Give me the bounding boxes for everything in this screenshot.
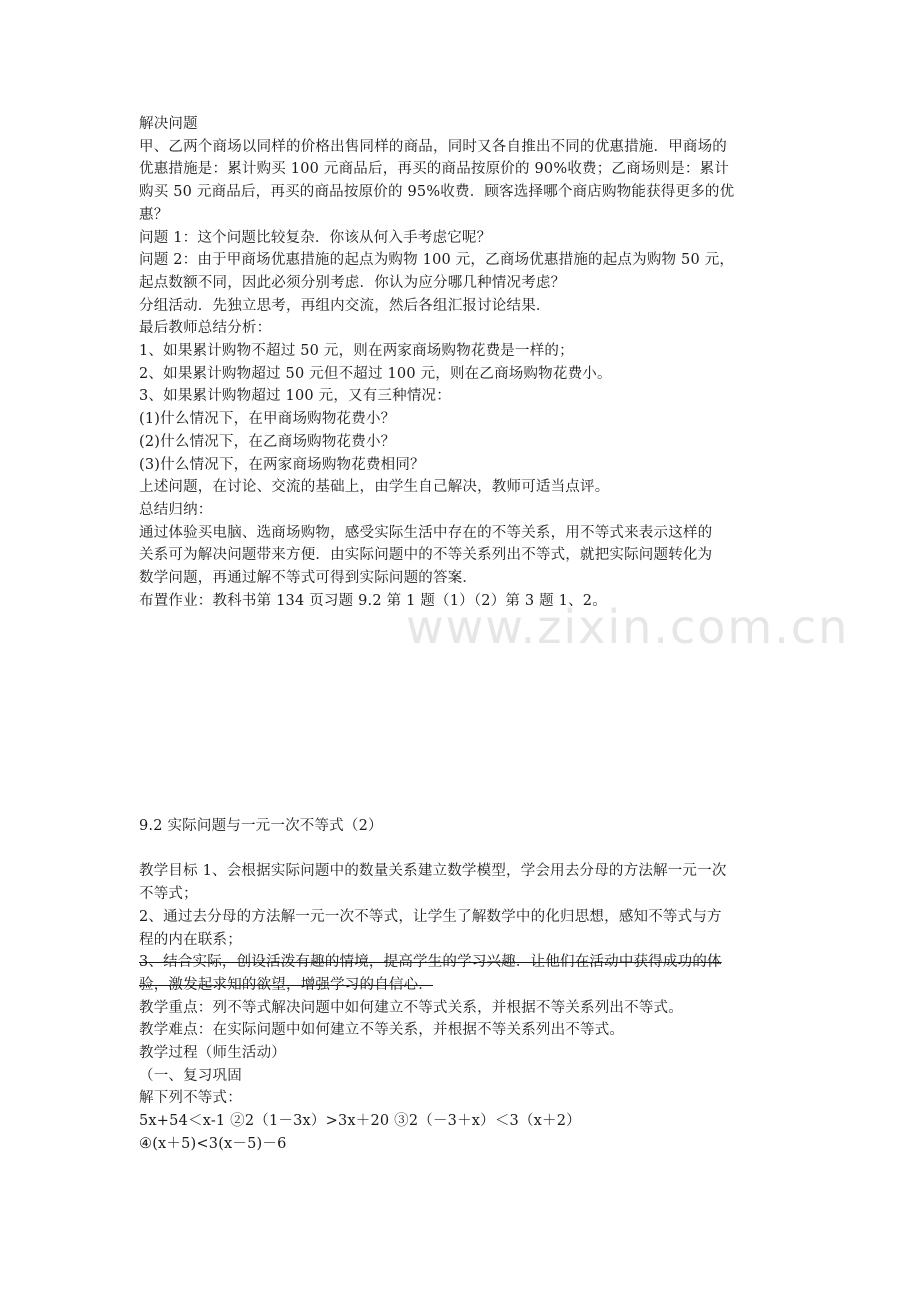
inequalities-line: ④(x＋5)<3(x－5)－6: [139, 1135, 287, 1152]
difficulty: 教学难点：在实际问题中如何建立不等关系，并根据不等关系列出不等式。: [139, 1022, 625, 1039]
section-problem-solving: [139, 113, 784, 612]
case-1: 1、如果累计购物不超过 50 元，则在两家商场购物花费是一样的；: [139, 343, 574, 360]
inequalities-line: 5x+54＜x-1 ②2（1－3x）>3x＋20 ③2（－3＋x）＜3（x＋2）: [139, 1113, 581, 1130]
objective-line: 教学目标 1、会根据实际问题中的数量关系建立数学模型，学会用去分母的方法解一元一次: [139, 863, 727, 880]
review-heading: （一、复习巩固: [139, 1067, 242, 1084]
paragraph-line: 惠？: [139, 206, 169, 223]
process-heading: 教学过程（师生活动）: [139, 1045, 286, 1062]
lesson-title: 9.2 实际问题与一元一次不等式（2）: [139, 818, 383, 834]
paragraph-line: 关系可为解决问题带来方便．由实际问题中的不等关系列出不等式，就把实际问题转化为: [139, 547, 713, 564]
group-activity: 分组活动．先独立思考，再组内交流，然后各组汇报讨论结果．: [139, 297, 551, 314]
section-heading: 解决问题: [139, 116, 198, 132]
objective-line-struck: 3、结合实际，创设活泼有趣的情境，提高学生的学习兴趣．让他们在活动中获得成功的体: [139, 954, 722, 971]
paragraph-line: 数学问题，再通过解不等式可得到实际问题的答案．: [139, 570, 478, 587]
paragraph-line: 购买 50 元商品后，再买的商品按原价的 95%收费．顾客选择哪个商店购物能获得更多的优: [139, 184, 735, 201]
paragraph-line: 优惠措施是：累计购买 100 元商品后，再买的商品按原价的 90%收费；乙商场则是：累计: [139, 161, 730, 178]
paragraph-line: 上述问题，在讨论、交流的基础上，由学生自己解决，教师可适当点评。: [139, 479, 610, 496]
sub-case-1: (1)什么情况下，在甲商场购物花费小？: [139, 411, 396, 428]
conclusion-heading: 总结归纳：: [139, 501, 213, 518]
homework: 布置作业：教科书第 134 页习题 9.2 第 1 题（1）（2）第 3 题 1、2。: [139, 592, 607, 609]
paragraph-line: 起点数额不同，因此必须分别考虑．你认为应分哪几种情况考虑？: [139, 274, 566, 291]
objective-line: 2、通过去分母的方法解一元一次不等式，让学生了解数学中的化归思想，感知不等式与方: [139, 908, 722, 925]
objective-line: 不等式；: [139, 886, 198, 903]
section-lesson-plan: [139, 815, 784, 1156]
case-3: 3、如果累计购物超过 100 元，又有三种情况：: [139, 388, 451, 405]
case-2: 2、如果累计购物超过 50 元但不超过 100 元，则在乙商场购物花费小。: [139, 365, 612, 382]
sub-case-3: (3)什么情况下，在两家商场购物花费相同？: [139, 456, 425, 473]
question-2: 问题 2：由于甲商场优惠措施的起点为购物 100 元，乙商场优惠措施的起点为购物 50 元，: [139, 252, 735, 269]
paragraph-line: 通过体验买电脑、选商场购物，感受实际生活中存在的不等关系，用不等式来表示这样的: [139, 524, 713, 541]
blank-line: [139, 838, 784, 861]
key-point: 教学重点：列不等式解决问题中如何建立不等式关系，并根据不等关系列出不等式。: [139, 999, 683, 1016]
solve-prompt: 解下列不等式：: [139, 1090, 242, 1107]
objective-line-struck: 验，激发起求知的欲望，增强学习的自信心．: [139, 976, 433, 993]
objective-line: 程的内在联系；: [139, 931, 242, 948]
teacher-summary-heading: 最后教师总结分析：: [139, 320, 272, 337]
paragraph-line: 甲、乙两个商场以同样的价格出售同样的商品，同时又各自推出不同的优惠措施．甲商场的: [139, 138, 727, 155]
question-1: 问题 1：这个问题比较复杂．你该从何入手考虑它呢？: [139, 229, 492, 246]
watermark: www.zixin.com.cn: [406, 600, 850, 654]
sub-case-2: (2)什么情况下，在乙商场购物花费小？: [139, 433, 396, 450]
